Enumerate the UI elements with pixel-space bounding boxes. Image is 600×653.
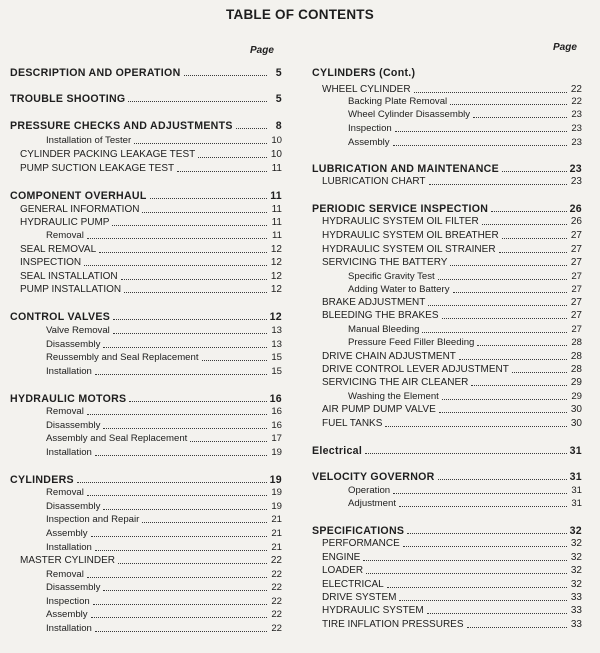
dot-leader — [142, 521, 267, 523]
dot-leader — [198, 156, 267, 158]
dot-leader — [393, 492, 567, 494]
toc-entry-cylinders-cont — [312, 66, 582, 79]
toc-entry-page: 21 — [271, 542, 282, 553]
toc-entry-operation — [312, 484, 582, 497]
toc-entry-label: INSPECTION — [20, 257, 82, 268]
toc-entry-page: 10 — [270, 149, 282, 160]
toc-entry-page: 27 — [571, 324, 582, 335]
toc-entry-page: 31 — [569, 445, 582, 457]
toc-entry-backing-plate-removal — [312, 95, 582, 108]
dot-leader — [87, 413, 267, 415]
toc-entry-label: CONTROL VALVES — [10, 311, 111, 323]
toc-entry-servicing-the-air-cleaner — [312, 376, 582, 389]
toc-entry-page: 28 — [570, 351, 582, 362]
toc-entry-page: 31 — [569, 471, 582, 483]
dot-leader — [422, 331, 567, 333]
toc-entry-label: CYLINDERS — [10, 474, 74, 486]
toc-entry-label: AIR PUMP DUMP VALVE — [322, 404, 436, 415]
toc-entry-page: 22 — [271, 569, 282, 580]
toc-entry-master-cylinder — [10, 554, 282, 567]
toc-entry-servicing-the-battery — [312, 256, 582, 269]
dot-leader — [414, 91, 567, 93]
toc-entry-assembly — [10, 608, 282, 621]
dot-leader — [385, 425, 567, 427]
toc-entry-loader — [312, 564, 582, 577]
dot-leader — [403, 545, 567, 547]
toc-entry-page: 22 — [271, 582, 282, 593]
toc-entry-label: Disassembly — [46, 339, 101, 350]
toc-entry-inspection — [10, 256, 282, 269]
dot-leader — [395, 130, 567, 132]
toc-entry-specific-gravity-test — [312, 270, 582, 283]
dot-leader — [77, 481, 267, 483]
toc-entry-page: 16 — [269, 393, 282, 405]
toc-entry-brake-adjustment — [312, 296, 582, 309]
toc-entry-page: 21 — [271, 514, 282, 525]
toc-entry-air-pump-dump-valve — [312, 403, 582, 416]
toc-entry-page: 32 — [570, 579, 582, 590]
toc-entry-label: GENERAL INFORMATION — [20, 204, 140, 215]
toc-entry-label: Specific Gravity Test — [348, 271, 435, 282]
toc-entry-label: HYDRAULIC SYSTEM — [322, 605, 424, 616]
dot-leader — [103, 508, 267, 510]
toc-entry-label: TIRE INFLATION PRESSURES — [322, 619, 464, 630]
page-title: TABLE OF CONTENTS — [226, 7, 374, 22]
toc-entry-page: 5 — [275, 93, 282, 105]
toc-entry-label: PERIODIC SERVICE INSPECTION — [312, 203, 489, 215]
toc-entry-label: PUMP INSTALLATION — [20, 284, 122, 295]
toc-entry-page: 11 — [272, 230, 282, 241]
dot-leader — [112, 224, 267, 226]
toc-entry-page: 27 — [570, 230, 582, 241]
toc-entry-label: BLEEDING THE BRAKES — [322, 310, 439, 321]
dot-leader — [103, 346, 267, 348]
toc-entry-label: Removal — [46, 569, 84, 580]
toc-entry-label: HYDRAULIC SYSTEM OIL BREATHER — [322, 230, 499, 241]
dot-leader — [467, 626, 567, 628]
toc-entry-page: 15 — [271, 366, 282, 377]
dot-leader — [87, 494, 267, 496]
dot-leader — [95, 630, 267, 632]
toc-entry-reussembly-and-seal-replacement — [10, 351, 282, 364]
toc-entry-electrical — [312, 578, 582, 591]
toc-entry-page: 32 — [570, 565, 582, 576]
toc-entry-drive-system — [312, 591, 582, 604]
toc-entry-page: 28 — [571, 337, 582, 348]
dot-leader — [93, 603, 267, 605]
toc-entry-label: SERVICING THE AIR CLEANER — [322, 377, 469, 388]
toc-entry-label: Assembly and Seal Replacement — [46, 433, 188, 444]
toc-entry-seal-installation — [10, 270, 282, 283]
dot-leader — [428, 304, 567, 306]
toc-entry-label: Assembly — [348, 137, 390, 148]
toc-entry-component-overhaul — [10, 189, 282, 202]
dot-leader — [499, 251, 567, 253]
toc-entry-installation — [10, 365, 282, 378]
toc-entry-performance — [312, 537, 582, 550]
toc-entry-label: WHEEL CYLINDER — [322, 84, 411, 95]
dot-leader — [427, 612, 567, 614]
toc-entry-label: Wheel Cylinder Disassembly — [348, 109, 471, 120]
toc-entry-label: Manual Bleeding — [348, 324, 420, 335]
dot-leader — [150, 197, 267, 199]
toc-entry-hydraulic-system-oil-filter — [312, 215, 582, 228]
toc-entry-label: MASTER CYLINDER — [20, 555, 116, 566]
toc-entry-hydraulic-system — [312, 604, 582, 617]
toc-entry-label: BRAKE ADJUSTMENT — [322, 297, 426, 308]
dot-leader — [99, 251, 267, 253]
toc-entry-disassembly — [10, 581, 282, 594]
toc-entry-page: 27 — [571, 284, 582, 295]
toc-entry-hydraulic-pump — [10, 216, 282, 229]
toc-entry-label: DESCRIPTION AND OPERATION — [10, 67, 181, 79]
dot-leader — [442, 317, 567, 319]
toc-entry-page: 15 — [271, 352, 282, 363]
toc-entry-page: 27 — [570, 244, 582, 255]
toc-entry-label: Reussembly and Seal Replacement — [46, 352, 199, 363]
toc-entry-page: 29 — [570, 377, 582, 388]
toc-entry-label: Installation — [46, 623, 92, 634]
toc-entry-page: 11 — [271, 204, 282, 215]
toc-entry-label: Adding Water to Battery — [348, 284, 450, 295]
toc-entry-general-information — [10, 203, 282, 216]
dot-leader — [103, 589, 267, 591]
toc-entry-bleeding-the-brakes — [312, 309, 582, 322]
toc-entry-page: 12 — [270, 244, 282, 255]
toc-entry-page: 31 — [571, 485, 582, 496]
toc-entry-label: Removal — [46, 487, 84, 498]
dot-leader — [95, 454, 267, 456]
toc-entry-page: 16 — [271, 406, 282, 417]
toc-entry-adding-water-to-battery — [312, 283, 582, 296]
toc-entry-label: PERFORMANCE — [322, 538, 400, 549]
toc-entry-label: DRIVE SYSTEM — [322, 592, 397, 603]
dot-leader — [482, 223, 567, 225]
dot-leader — [438, 278, 567, 280]
toc-entry-page: 30 — [570, 418, 582, 429]
toc-entry-wheel-cylinder-disassembly — [312, 108, 582, 121]
toc-entry-page: 32 — [570, 552, 582, 563]
toc-entry-page: 11 — [270, 190, 282, 202]
toc-entry-periodic-service-inspection — [312, 202, 582, 215]
toc-entry-page: 23 — [571, 137, 582, 148]
dot-leader — [363, 559, 567, 561]
toc-entry-page: 23 — [569, 163, 582, 175]
toc-entry-label: CYLINDERS (Cont.) — [312, 67, 416, 79]
toc-entry-page: 28 — [570, 364, 582, 375]
dot-leader — [439, 411, 567, 413]
toc-entry-label: SEAL INSTALLATION — [20, 271, 118, 282]
toc-entry-label: LOADER — [322, 565, 364, 576]
toc-entry-page: 19 — [271, 501, 282, 512]
toc-entry-disassembly — [10, 500, 282, 513]
toc-entry-page: 33 — [570, 619, 582, 630]
toc-entry-page: 23 — [571, 123, 582, 134]
toc-entry-removal — [10, 229, 282, 242]
dot-leader — [103, 427, 267, 429]
toc-entry-page: 19 — [269, 474, 282, 486]
toc-entry-assembly — [10, 527, 282, 540]
toc-entry-label: SERVICING THE BATTERY — [322, 257, 448, 268]
dot-leader — [491, 210, 566, 212]
page-column-heading: Page — [250, 45, 274, 56]
toc-entry-page: 23 — [570, 176, 582, 187]
toc-entry-page: 8 — [275, 120, 282, 132]
toc-entry-hydraulic-motors — [10, 392, 282, 405]
toc-entry-removal — [10, 486, 282, 499]
page-column-heading: Page — [553, 42, 577, 53]
dot-leader — [502, 170, 567, 172]
dot-leader — [124, 291, 267, 293]
dot-leader — [477, 344, 567, 346]
dot-leader — [399, 505, 567, 507]
dot-leader — [502, 237, 567, 239]
dot-leader — [118, 562, 267, 564]
dot-leader — [202, 359, 267, 361]
toc-entry-pressure-checks-and-adjustments — [10, 119, 282, 132]
dot-leader — [365, 452, 566, 454]
toc-entry-label: Installation — [46, 542, 92, 553]
toc-entry-page: 27 — [570, 257, 582, 268]
toc-entry-label: DRIVE CONTROL LEVER ADJUSTMENT — [322, 364, 509, 375]
toc-entry-lubrication-chart — [312, 175, 582, 188]
dot-leader — [438, 478, 567, 480]
toc-entry-label: Removal — [46, 230, 84, 241]
toc-entry-label: Backing Plate Removal — [348, 96, 448, 107]
toc-entry-drive-chain-adjustment — [312, 350, 582, 363]
toc-entry-label: Operation — [348, 485, 391, 496]
toc-entry-page: 22 — [271, 623, 282, 634]
toc-entry-page: 22 — [271, 596, 282, 607]
toc-entry-description-and-operation — [10, 66, 282, 79]
toc-entry-label: Pressure Feed Filler Bleeding — [348, 337, 475, 348]
toc-entry-label: Adjustment — [348, 498, 396, 509]
toc-entry-page: 27 — [570, 297, 582, 308]
toc-entry-page: 22 — [571, 96, 582, 107]
toc-entry-label: PUMP SUCTION LEAKAGE TEST — [20, 163, 175, 174]
toc-entry-page: 27 — [570, 310, 582, 321]
toc-entry-page: 31 — [571, 498, 582, 509]
dot-leader — [387, 586, 567, 588]
dot-leader — [113, 318, 266, 320]
dot-leader — [134, 142, 267, 144]
dot-leader — [87, 576, 267, 578]
toc-entry-label: Disassembly — [46, 582, 101, 593]
dot-leader — [91, 535, 267, 537]
toc-entry-label: Disassembly — [46, 501, 101, 512]
toc-entry-specifications — [312, 524, 582, 537]
toc-entry-page: 33 — [570, 592, 582, 603]
dot-leader — [177, 170, 267, 172]
dot-leader — [442, 398, 567, 400]
toc-entry-page: 22 — [270, 555, 282, 566]
toc-entry-label: Inspection — [46, 596, 90, 607]
toc-entry-trouble-shooting — [10, 92, 282, 105]
toc-entry-page: 32 — [569, 525, 582, 537]
dot-leader — [450, 264, 567, 266]
dot-leader — [142, 211, 267, 213]
dot-leader — [453, 291, 568, 293]
toc-entry-label: Valve Removal — [46, 325, 110, 336]
toc-entry-adjustment — [312, 497, 582, 510]
toc-entry-label: Electrical — [312, 445, 363, 457]
toc-entry-lubrication-and-maintenance — [312, 162, 582, 175]
toc-entry-label: SPECIFICATIONS — [312, 525, 405, 537]
toc-entry-hydraulic-system-oil-breather — [312, 229, 582, 242]
dot-leader — [84, 264, 267, 266]
toc-entry-label: FUEL TANKS — [322, 418, 383, 429]
dot-leader — [407, 532, 566, 534]
toc-entry-label: LUBRICATION AND MAINTENANCE — [312, 163, 500, 175]
dot-leader — [459, 358, 567, 360]
toc-entry-page: 17 — [271, 433, 282, 444]
toc-entry-assembly — [312, 136, 582, 149]
toc-entry-label: TROUBLE SHOOTING — [10, 93, 126, 105]
toc-entry-page: 12 — [270, 271, 282, 282]
toc-entry-valve-removal — [10, 324, 282, 337]
toc-entry-page: 22 — [271, 609, 282, 620]
toc-entry-label: CYLINDER PACKING LEAKAGE TEST — [20, 149, 196, 160]
toc-entry-label: Assembly — [46, 609, 88, 620]
toc-entry-engine — [312, 551, 582, 564]
toc-entry-label: Removal — [46, 406, 84, 417]
toc-entry-installation — [10, 622, 282, 635]
toc-entry-installation-of-tester — [10, 134, 282, 147]
dot-leader — [121, 278, 267, 280]
toc-entry-fuel-tanks — [312, 417, 582, 430]
toc-entry-page: 11 — [271, 217, 282, 228]
dot-leader — [399, 599, 567, 601]
toc-entry-page: 11 — [271, 163, 282, 174]
dot-leader — [429, 183, 567, 185]
toc-entry-page: 19 — [271, 447, 282, 458]
toc-entry-label: Inspection — [348, 123, 392, 134]
toc-entry-drive-control-lever-adjustment — [312, 363, 582, 376]
toc-entry-page: 27 — [571, 271, 582, 282]
toc-entry-label: Installation — [46, 447, 92, 458]
dot-leader — [128, 100, 267, 102]
toc-entry-page: 16 — [271, 420, 282, 431]
toc-entry-hydraulic-system-oil-strainer — [312, 243, 582, 256]
toc-entry-label: SEAL REMOVAL — [20, 244, 97, 255]
toc-entry-installation — [10, 541, 282, 554]
toc-entry-page: 5 — [275, 67, 282, 79]
toc-entry-pump-installation — [10, 283, 282, 296]
dot-leader — [512, 371, 567, 373]
toc-entry-label: PRESSURE CHECKS AND ADJUSTMENTS — [10, 120, 233, 132]
toc-entry-label: Disassembly — [46, 420, 101, 431]
toc-entry-inspection-and-repair — [10, 513, 282, 526]
dot-leader — [91, 616, 267, 618]
toc-entry-pressure-feed-filler-bleeding — [312, 336, 582, 349]
toc-entry-page: 21 — [271, 528, 282, 539]
toc-entry-seal-removal — [10, 243, 282, 256]
dot-leader — [87, 237, 267, 239]
toc-entry-label: COMPONENT OVERHAUL — [10, 190, 147, 202]
dot-leader — [473, 116, 567, 118]
toc-entry-label: Washing the Element — [348, 391, 439, 402]
toc-entry-electrical — [312, 444, 582, 457]
toc-entry-page: 22 — [570, 84, 582, 95]
toc-entry-label: HYDRAULIC MOTORS — [10, 393, 127, 405]
dot-leader — [236, 127, 267, 129]
toc-entry-cylinder-packing-leakage-test — [10, 148, 282, 161]
toc-entry-page: 13 — [271, 325, 282, 336]
toc-entry-page: 23 — [571, 109, 582, 120]
toc-entry-tire-inflation-pressures — [312, 618, 582, 631]
toc-entry-page: 33 — [570, 605, 582, 616]
toc-entry-page: 13 — [271, 339, 282, 350]
dot-leader — [95, 549, 267, 551]
toc-entry-removal — [10, 405, 282, 418]
toc-entry-inspection — [10, 595, 282, 608]
toc-entry-assembly-and-seal-replacement — [10, 432, 282, 445]
dot-leader — [366, 572, 567, 574]
toc-entry-page: 12 — [270, 284, 282, 295]
dot-leader — [450, 103, 567, 105]
toc-entry-label: HYDRAULIC PUMP — [20, 217, 110, 228]
toc-entry-disassembly — [10, 338, 282, 351]
toc-entry-label: LUBRICATION CHART — [322, 176, 426, 187]
toc-entry-label: Installation of Tester — [46, 135, 132, 146]
toc-entry-label: DRIVE CHAIN ADJUSTMENT — [322, 351, 456, 362]
toc-entry-manual-bleeding — [312, 323, 582, 336]
toc-entry-cylinders — [10, 473, 282, 486]
toc-entry-removal — [10, 568, 282, 581]
toc-entry-page: 26 — [570, 216, 582, 227]
toc-entry-installation — [10, 446, 282, 459]
toc-entry-label: ELECTRICAL — [322, 579, 384, 590]
dot-leader — [184, 74, 267, 76]
dot-leader — [393, 144, 567, 146]
toc-entry-inspection — [312, 122, 582, 135]
toc-entry-page: 29 — [571, 391, 582, 402]
dot-leader — [471, 384, 567, 386]
toc-entry-pump-suction-leakage-test — [10, 162, 282, 175]
toc-entry-label: VELOCITY GOVERNOR — [312, 471, 435, 483]
toc-entry-control-valves — [10, 310, 282, 323]
toc-entry-label: ENGINE — [322, 552, 361, 563]
toc-entry-velocity-governor — [312, 470, 582, 483]
dot-leader — [113, 332, 267, 334]
toc-entry-washing-the-element — [312, 390, 582, 403]
toc-entry-page: 12 — [269, 311, 282, 323]
toc-entry-label: Installation — [46, 366, 92, 377]
toc-entry-page: 32 — [570, 538, 582, 549]
toc-entry-disassembly — [10, 419, 282, 432]
toc-entry-label: HYDRAULIC SYSTEM OIL STRAINER — [322, 244, 496, 255]
toc-entry-label: HYDRAULIC SYSTEM OIL FILTER — [322, 216, 479, 227]
toc-entry-page: 19 — [271, 487, 282, 498]
toc-entry-page: 30 — [570, 404, 582, 415]
dot-leader — [129, 400, 266, 402]
toc-entry-label: Assembly — [46, 528, 88, 539]
toc-entry-page: 26 — [569, 203, 582, 215]
dot-leader — [190, 440, 267, 442]
toc-entry-page: 12 — [270, 257, 282, 268]
dot-leader — [95, 373, 267, 375]
toc-entry-label: Inspection and Repair — [46, 514, 140, 525]
toc-entry-page: 10 — [271, 135, 282, 146]
